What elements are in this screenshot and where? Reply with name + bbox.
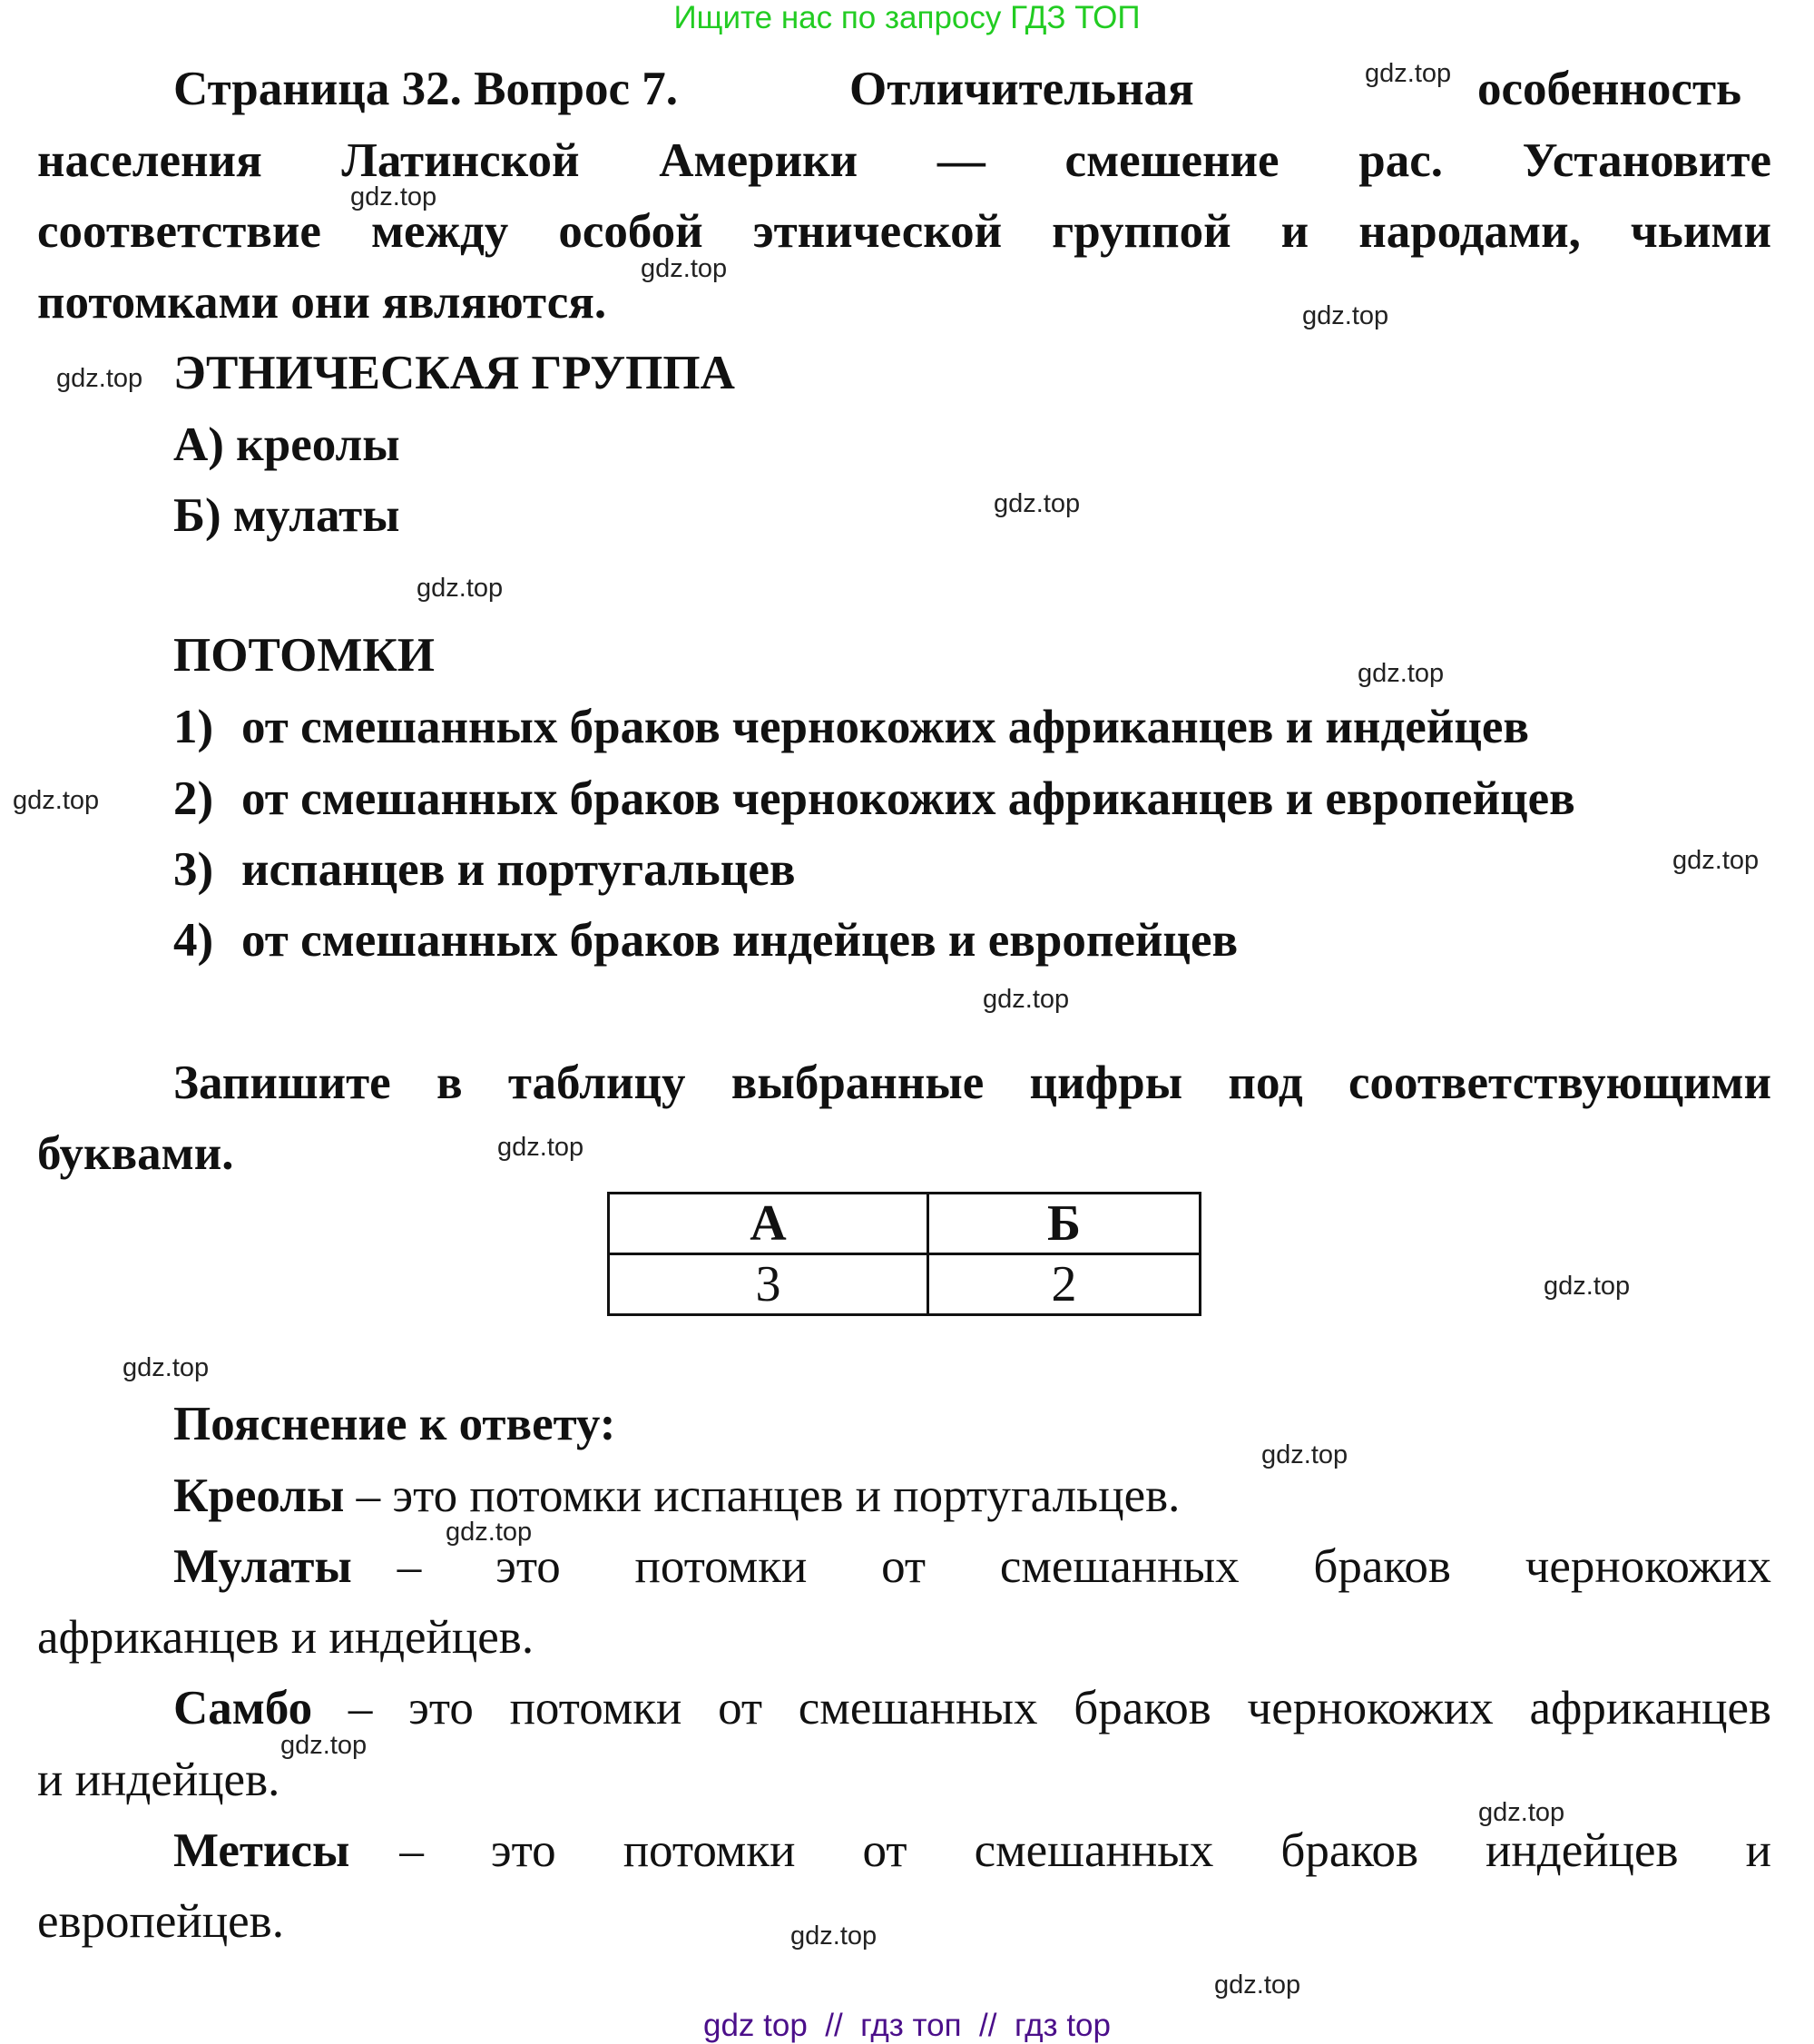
item-text: испанцев и португальцев xyxy=(241,843,796,896)
watermark: gdz.top xyxy=(790,1921,878,1951)
watermark: gdz.top xyxy=(641,254,728,283)
watermark: gdz.top xyxy=(1214,1970,1301,2000)
watermark: gdz.top xyxy=(1672,846,1760,875)
watermark: gdz.top xyxy=(1365,59,1452,88)
term: Креолы xyxy=(173,1469,345,1522)
item-number: 1) xyxy=(173,701,214,753)
instruction-text: Запишите в таблицу выбранные цифры под соответствующими xyxy=(173,1056,1771,1109)
group-item: А) креолы xyxy=(173,418,400,471)
watermark: gdz.top xyxy=(56,364,143,393)
explanation-item xyxy=(173,1823,1771,1878)
watermark: gdz.top xyxy=(1478,1798,1565,1827)
explanation-item xyxy=(173,1681,1771,1735)
instruction-text: буквами. xyxy=(37,1127,234,1180)
term: Самбо xyxy=(173,1682,313,1734)
descendant-item xyxy=(173,771,1575,826)
question-title: Страница 32. Вопрос 7. xyxy=(173,63,678,115)
question-text: соответствие между особой этнической группой и народами, чьими xyxy=(37,205,1771,258)
search-banner: Ищите нас по запросу ГДЗ ТОП xyxy=(673,0,1141,35)
watermark: gdz.top xyxy=(1544,1272,1631,1301)
group-item: Б) мулаты xyxy=(173,489,400,542)
descendants-heading: ПОТОМКИ xyxy=(173,629,436,682)
item-text: от смешанных браков чернокожих африканцев и индейцев xyxy=(241,701,1530,753)
term: Метисы xyxy=(173,1824,350,1877)
footer-links: gdz top // гдз топ // гдз top xyxy=(703,2008,1111,2043)
watermark: gdz.top xyxy=(994,489,1081,518)
explanation-item xyxy=(173,1539,1771,1594)
descendant-item xyxy=(173,842,795,897)
item-text: от смешанных браков чернокожих африканцев и европейцев xyxy=(241,772,1575,825)
definition: – это потомки испанцев и португальцев. xyxy=(344,1469,1181,1522)
watermark: gdz.top xyxy=(13,786,100,815)
definition-continued: европейцев. xyxy=(37,1895,284,1948)
item-text: от смешанных браков индейцев и европейцев xyxy=(241,914,1239,967)
watermark: gdz.top xyxy=(123,1353,210,1382)
table-header-a: А xyxy=(609,1194,928,1254)
explanation-item xyxy=(173,1469,1180,1523)
item-number: 4) xyxy=(173,914,214,967)
item-number: 3) xyxy=(173,843,214,896)
definition-continued: африканцев и индейцев. xyxy=(37,1611,534,1664)
question-text: Отличительная xyxy=(849,63,1194,115)
table-value-b: 2 xyxy=(928,1254,1201,1315)
question-text: особенность xyxy=(1477,63,1742,115)
descendant-item xyxy=(173,700,1529,754)
watermark: gdz.top xyxy=(1358,659,1445,688)
group-heading: ЭТНИЧЕСКАЯ ГРУППА xyxy=(173,347,735,399)
item-number: 2) xyxy=(173,772,214,825)
definition: – это потомки от смешанных браков чернокожих африканцев xyxy=(312,1682,1771,1734)
explanation-heading: Пояснение к ответу: xyxy=(173,1398,616,1450)
watermark: gdz.top xyxy=(497,1133,584,1162)
table-value-a: 3 xyxy=(609,1254,928,1315)
term: Мулаты xyxy=(173,1540,352,1593)
watermark: gdz.top xyxy=(1261,1440,1348,1469)
watermark: gdz.top xyxy=(446,1518,533,1547)
descendant-item xyxy=(173,913,1238,968)
answer-table xyxy=(607,1192,1201,1316)
definition: – это потомки от смешанных браков чернокожих xyxy=(397,1540,1771,1593)
watermark: gdz.top xyxy=(1302,301,1389,330)
watermark: gdz.top xyxy=(417,574,504,603)
table-header-b: Б xyxy=(928,1194,1201,1254)
watermark: gdz.top xyxy=(350,182,437,211)
question-text: населения Латинской Америки — смешение рас. Установите xyxy=(37,134,1771,187)
question-text: потомками они являются. xyxy=(37,276,607,329)
definition-continued: и индейцев. xyxy=(37,1754,280,1806)
watermark: gdz.top xyxy=(280,1731,368,1760)
watermark: gdz.top xyxy=(983,985,1070,1014)
definition: – это потомки от смешанных браков индейцев и xyxy=(399,1824,1771,1877)
